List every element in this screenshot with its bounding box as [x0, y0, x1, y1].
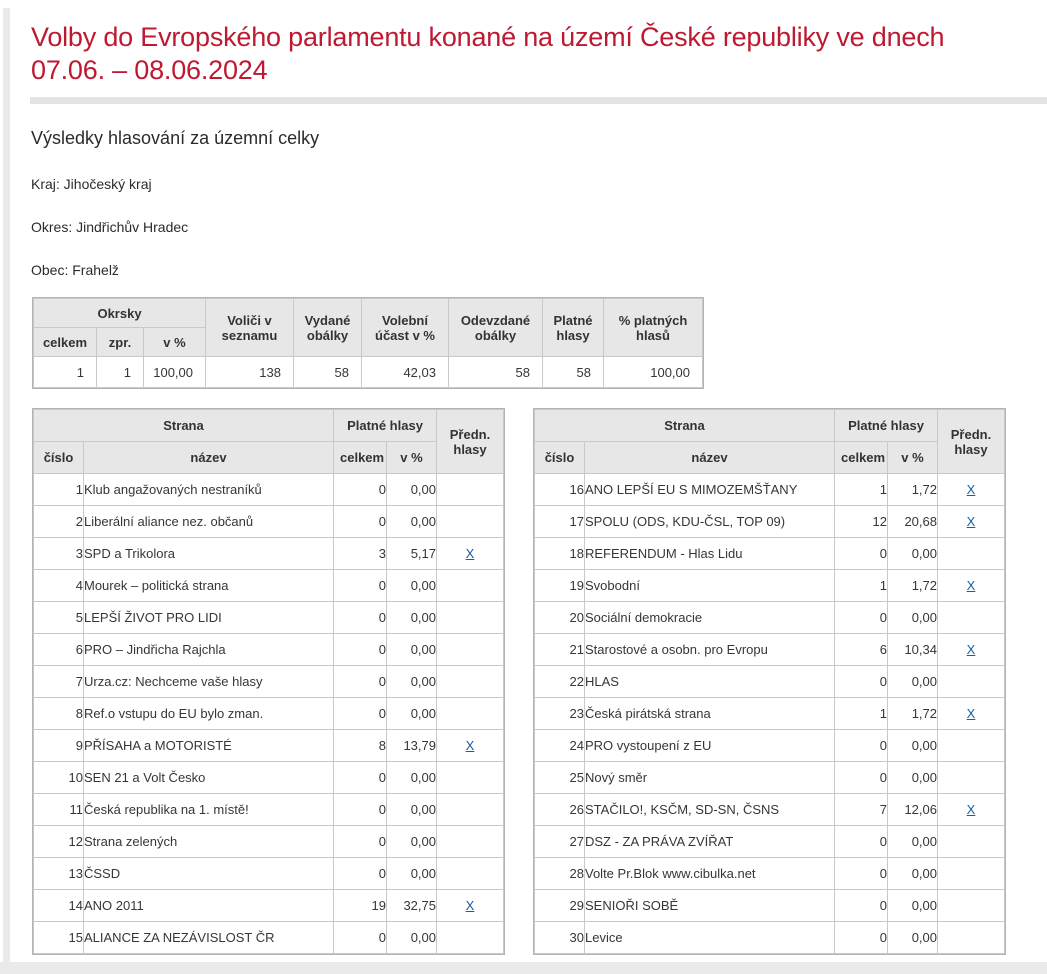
- party-header-strana: Strana: [34, 410, 334, 442]
- summary-table: [33, 298, 703, 388]
- party-votes-total: 0: [835, 762, 888, 794]
- party-name: Svobodní: [585, 570, 835, 602]
- preferential-votes-cell: [938, 826, 1005, 858]
- party-header-predn-hlasy: Předn. hlasy: [437, 410, 504, 474]
- party-name: Liberální aliance nez. občanů: [84, 506, 334, 538]
- preferential-votes-cell: [437, 794, 504, 826]
- summary-okrsky-vpct: 100,00: [144, 357, 206, 388]
- summary-odevzdane-obalky: 58: [449, 357, 543, 388]
- preferential-votes-cell: [437, 506, 504, 538]
- party-number: 23: [535, 698, 585, 730]
- preferential-votes-link[interactable]: X: [465, 546, 475, 561]
- party-name: ANO LEPŠÍ EU S MIMOZEMŠŤANY: [585, 474, 835, 506]
- party-number: 20: [535, 602, 585, 634]
- preferential-votes-cell: [437, 826, 504, 858]
- preferential-votes-cell: [437, 570, 504, 602]
- preferential-votes-cell: [938, 730, 1005, 762]
- party-votes-total: 19: [334, 890, 387, 922]
- party-name: STAČILO!, KSČM, SD-SN, ČSNS: [585, 794, 835, 826]
- location-okres: Okres: Jindřichův Hradec: [31, 219, 189, 235]
- party-subheader-celkem: celkem: [835, 442, 888, 474]
- party-votes-total: 0: [835, 602, 888, 634]
- preferential-votes-cell: [938, 474, 1005, 506]
- party-row: [34, 730, 504, 762]
- party-row: [34, 570, 504, 602]
- summary-header-vydane-obalky: Vydané obálky: [294, 299, 362, 357]
- party-tables-row: [33, 409, 1047, 954]
- party-votes-total: 12: [835, 506, 888, 538]
- party-votes-total: 0: [835, 666, 888, 698]
- party-row: [535, 762, 1005, 794]
- party-number: 11: [34, 794, 84, 826]
- summary-subheader-celkem: celkem: [34, 328, 97, 357]
- party-row: [34, 762, 504, 794]
- party-votes-total: 3: [334, 538, 387, 570]
- party-header-row2: [34, 442, 504, 474]
- party-row: [34, 858, 504, 890]
- party-row: [535, 730, 1005, 762]
- party-name: SEN 21 a Volt Česko: [84, 762, 334, 794]
- party-name: Levice: [585, 922, 835, 954]
- preferential-votes-cell: [938, 538, 1005, 570]
- party-name: SENIOŘI SOBĚ: [585, 890, 835, 922]
- party-number: 7: [34, 666, 84, 698]
- party-row: [535, 666, 1005, 698]
- party-name: Česká republika na 1. místě!: [84, 794, 334, 826]
- party-votes-percent: 0,00: [387, 634, 437, 666]
- party-number: 5: [34, 602, 84, 634]
- preferential-votes-cell: [437, 538, 504, 570]
- location-kraj: Kraj: Jihočeský kraj: [31, 176, 152, 192]
- party-votes-percent: 0,00: [888, 826, 938, 858]
- party-number: 15: [34, 922, 84, 954]
- party-name: REFERENDUM - Hlas Lidu: [585, 538, 835, 570]
- party-name: Česká pirátská strana: [585, 698, 835, 730]
- party-subheader-cislo: číslo: [34, 442, 84, 474]
- party-row: [535, 826, 1005, 858]
- party-votes-total: 0: [334, 570, 387, 602]
- preferential-votes-cell: [938, 858, 1005, 890]
- preferential-votes-cell: [437, 858, 504, 890]
- party-name: ALIANCE ZA NEZÁVISLOST ČR: [84, 922, 334, 954]
- party-row: [535, 858, 1005, 890]
- party-number: 6: [34, 634, 84, 666]
- preferential-votes-cell: [437, 698, 504, 730]
- party-row: [535, 506, 1005, 538]
- party-votes-percent: 0,00: [387, 858, 437, 890]
- party-name: LEPŠÍ ŽIVOT PRO LIDI: [84, 602, 334, 634]
- party-votes-total: 6: [835, 634, 888, 666]
- party-name: ANO 2011: [84, 890, 334, 922]
- party-votes-percent: 32,75: [387, 890, 437, 922]
- party-votes-percent: 0,00: [387, 666, 437, 698]
- party-name: Urza.cz: Nechceme vaše hlasy: [84, 666, 334, 698]
- preferential-votes-cell: [437, 634, 504, 666]
- party-votes-percent: 0,00: [888, 730, 938, 762]
- preferential-votes-cell: [437, 922, 504, 954]
- preferential-votes-link[interactable]: X: [966, 642, 976, 657]
- party-row: [34, 538, 504, 570]
- party-number: 28: [535, 858, 585, 890]
- preferential-votes-cell: [437, 474, 504, 506]
- preferential-votes-link[interactable]: X: [465, 898, 475, 913]
- party-name: PRO – Jindřicha Rajchla: [84, 634, 334, 666]
- summary-subheader-vpct: v %: [144, 328, 206, 357]
- party-row: [34, 794, 504, 826]
- party-subheader-celkem: celkem: [334, 442, 387, 474]
- party-name: SPOLU (ODS, KDU-ČSL, TOP 09): [585, 506, 835, 538]
- party-votes-percent: 5,17: [387, 538, 437, 570]
- party-votes-total: 0: [835, 730, 888, 762]
- summary-volici: 138: [206, 357, 294, 388]
- party-votes-percent: 0,00: [888, 538, 938, 570]
- party-votes-total: 7: [835, 794, 888, 826]
- party-number: 8: [34, 698, 84, 730]
- party-subheader-nazev: název: [585, 442, 835, 474]
- party-row: [535, 922, 1005, 954]
- party-votes-percent: 0,00: [387, 506, 437, 538]
- party-votes-percent: 0,00: [888, 890, 938, 922]
- preferential-votes-link[interactable]: X: [465, 738, 475, 753]
- preferential-votes-cell: [437, 666, 504, 698]
- party-votes-percent: 0,00: [387, 602, 437, 634]
- party-votes-total: 0: [835, 922, 888, 954]
- party-row: [535, 698, 1005, 730]
- party-row: [535, 634, 1005, 666]
- party-row: [34, 666, 504, 698]
- party-number: 12: [34, 826, 84, 858]
- preferential-votes-cell: [437, 602, 504, 634]
- party-number: 30: [535, 922, 585, 954]
- party-number: 3: [34, 538, 84, 570]
- party-number: 17: [535, 506, 585, 538]
- party-votes-percent: 0,00: [387, 698, 437, 730]
- party-votes-percent: 20,68: [888, 506, 938, 538]
- party-votes-percent: 0,00: [888, 858, 938, 890]
- page-edge-strip-left: [3, 8, 10, 974]
- party-votes-percent: 1,72: [888, 570, 938, 602]
- preferential-votes-link[interactable]: X: [966, 482, 976, 497]
- party-subheader-vpct: v %: [387, 442, 437, 474]
- party-header-predn-hlasy: Předn. hlasy: [938, 410, 1005, 474]
- party-number: 27: [535, 826, 585, 858]
- party-row: [34, 602, 504, 634]
- location-obec: Obec: Frahelž: [31, 262, 119, 278]
- preferential-votes-cell: [938, 698, 1005, 730]
- party-votes-total: 0: [334, 666, 387, 698]
- party-votes-percent: 0,00: [387, 826, 437, 858]
- preferential-votes-cell: [938, 506, 1005, 538]
- page-title-line2: 07.06. – 08.06.2024: [31, 55, 268, 85]
- page-title-line1: Volby do Evropského parlamentu konané na území České republiky ve dnech: [31, 22, 945, 52]
- party-number: 10: [34, 762, 84, 794]
- party-row: [34, 474, 504, 506]
- party-name: PŘÍSAHA a MOTORISTÉ: [84, 730, 334, 762]
- party-votes-total: 0: [334, 698, 387, 730]
- party-number: 16: [535, 474, 585, 506]
- party-name: Ref.o vstupu do EU bylo zman.: [84, 698, 334, 730]
- summary-okrsky-celkem: 1: [34, 357, 97, 388]
- party-name: Klub angažovaných nestraníků: [84, 474, 334, 506]
- party-name: Strana zelených: [84, 826, 334, 858]
- party-name: Sociální demokracie: [585, 602, 835, 634]
- party-votes-total: 0: [334, 506, 387, 538]
- preferential-votes-cell: [437, 730, 504, 762]
- party-votes-percent: 0,00: [888, 666, 938, 698]
- summary-header-pct-platnych: % platných hlasů: [604, 299, 703, 357]
- party-subheader-cislo: číslo: [535, 442, 585, 474]
- preferential-votes-cell: [437, 762, 504, 794]
- party-votes-percent: 0,00: [387, 794, 437, 826]
- party-votes-percent: 1,72: [888, 474, 938, 506]
- party-number: 29: [535, 890, 585, 922]
- party-number: 19: [535, 570, 585, 602]
- section-subtitle: Výsledky hlasování za územní celky: [31, 128, 320, 148]
- party-votes-total: 0: [334, 826, 387, 858]
- party-name: Starostové a osobn. pro Evropu: [585, 634, 835, 666]
- party-votes-total: 0: [334, 794, 387, 826]
- summary-header-row1: [34, 299, 703, 328]
- summary-data-row: [34, 357, 703, 388]
- party-row: [34, 698, 504, 730]
- party-row: [34, 826, 504, 858]
- party-name: Mourek – politická strana: [84, 570, 334, 602]
- party-table-right: [534, 409, 1005, 954]
- party-votes-total: 1: [835, 570, 888, 602]
- party-votes-total: 0: [334, 474, 387, 506]
- preferential-votes-cell: [938, 570, 1005, 602]
- party-votes-percent: 12,06: [888, 794, 938, 826]
- party-votes-total: 1: [835, 698, 888, 730]
- party-name: SPD a Trikolora: [84, 538, 334, 570]
- party-votes-percent: 0,00: [888, 762, 938, 794]
- divider: [30, 97, 1047, 104]
- summary-platne-hlasy: 58: [543, 357, 604, 388]
- party-row: [535, 474, 1005, 506]
- party-votes-total: 0: [334, 922, 387, 954]
- party-header-strana: Strana: [535, 410, 835, 442]
- party-votes-percent: 0,00: [888, 602, 938, 634]
- party-number: 13: [34, 858, 84, 890]
- party-votes-percent: 0,00: [387, 474, 437, 506]
- preferential-votes-cell: [938, 922, 1005, 954]
- party-number: 14: [34, 890, 84, 922]
- party-votes-percent: 0,00: [387, 922, 437, 954]
- party-number: 2: [34, 506, 84, 538]
- party-votes-percent: 0,00: [387, 570, 437, 602]
- party-row: [535, 602, 1005, 634]
- party-votes-total: 0: [334, 858, 387, 890]
- preferential-votes-cell: [938, 634, 1005, 666]
- party-header-row1: [34, 410, 504, 442]
- party-name: Nový směr: [585, 762, 835, 794]
- party-number: 18: [535, 538, 585, 570]
- party-name: HLAS: [585, 666, 835, 698]
- party-number: 25: [535, 762, 585, 794]
- summary-okrsky-zpr: 1: [97, 357, 144, 388]
- party-votes-percent: 0,00: [888, 922, 938, 954]
- party-number: 9: [34, 730, 84, 762]
- party-number: 24: [535, 730, 585, 762]
- preferential-votes-cell: [938, 762, 1005, 794]
- party-row: [535, 570, 1005, 602]
- preferential-votes-link[interactable]: X: [966, 578, 976, 593]
- party-votes-total: 0: [334, 602, 387, 634]
- party-number: 21: [535, 634, 585, 666]
- party-header-row1: [535, 410, 1005, 442]
- page-edge-strip-bottom: [0, 962, 1047, 974]
- party-row: [535, 794, 1005, 826]
- party-number: 4: [34, 570, 84, 602]
- summary-ucast: 42,03: [362, 357, 449, 388]
- party-votes-total: 0: [334, 762, 387, 794]
- party-votes-percent: 13,79: [387, 730, 437, 762]
- party-votes-total: 0: [835, 538, 888, 570]
- party-votes-total: 0: [835, 890, 888, 922]
- page-title: [31, 0, 1047, 87]
- preferential-votes-cell: [437, 890, 504, 922]
- summary-header-okrsky: Okrsky: [34, 299, 206, 328]
- preferential-votes-cell: [938, 602, 1005, 634]
- party-row: [535, 538, 1005, 570]
- party-header-platne-hlasy: Platné hlasy: [835, 410, 938, 442]
- preferential-votes-link[interactable]: X: [966, 802, 976, 817]
- summary-header-ucast: Volební účast v %: [362, 299, 449, 357]
- party-votes-percent: 0,00: [387, 762, 437, 794]
- party-votes-total: 8: [334, 730, 387, 762]
- summary-header-platne-hlasy: Platné hlasy: [543, 299, 604, 357]
- party-number: 26: [535, 794, 585, 826]
- party-number: 22: [535, 666, 585, 698]
- party-number: 1: [34, 474, 84, 506]
- preferential-votes-cell: [938, 666, 1005, 698]
- party-name: DSZ - ZA PRÁVA ZVÍŘAT: [585, 826, 835, 858]
- party-votes-percent: 1,72: [888, 698, 938, 730]
- party-votes-percent: 10,34: [888, 634, 938, 666]
- party-subheader-nazev: název: [84, 442, 334, 474]
- summary-header-odevzdane-obalky: Odevzdané obálky: [449, 299, 543, 357]
- preferential-votes-link[interactable]: X: [966, 706, 976, 721]
- party-votes-total: 0: [334, 634, 387, 666]
- party-votes-total: 0: [835, 826, 888, 858]
- party-subheader-vpct: v %: [888, 442, 938, 474]
- party-name: ČSSD: [84, 858, 334, 890]
- party-row: [34, 506, 504, 538]
- summary-pct-platnych: 100,00: [604, 357, 703, 388]
- party-votes-total: 1: [835, 474, 888, 506]
- summary-header-volici: Voliči v seznamu: [206, 299, 294, 357]
- party-name: PRO vystoupení z EU: [585, 730, 835, 762]
- party-row: [535, 890, 1005, 922]
- summary-vydane-obalky: 58: [294, 357, 362, 388]
- party-header-platne-hlasy: Platné hlasy: [334, 410, 437, 442]
- party-row: [34, 634, 504, 666]
- preferential-votes-cell: [938, 890, 1005, 922]
- party-row: [34, 890, 504, 922]
- party-row: [34, 922, 504, 954]
- party-name: Volte Pr.Blok www.cibulka.net: [585, 858, 835, 890]
- party-header-row2: [535, 442, 1005, 474]
- preferential-votes-link[interactable]: X: [966, 514, 976, 529]
- party-votes-total: 0: [835, 858, 888, 890]
- summary-subheader-zpr: zpr.: [97, 328, 144, 357]
- party-table-left: [33, 409, 504, 954]
- preferential-votes-cell: [938, 794, 1005, 826]
